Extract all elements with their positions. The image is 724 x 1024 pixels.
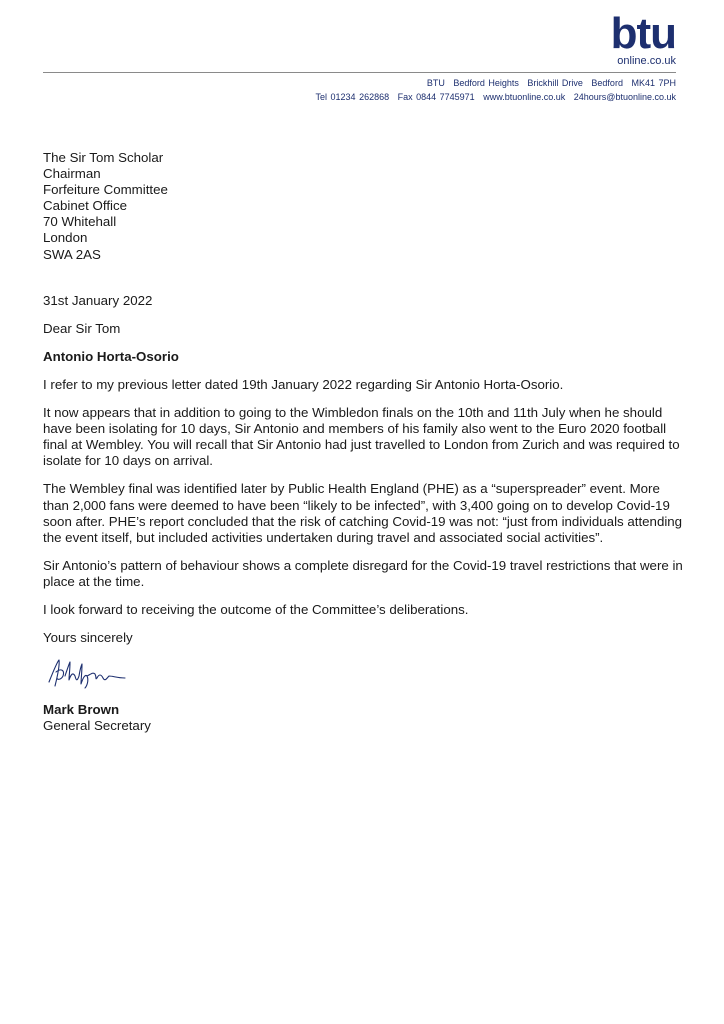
contact-email: 24hours@btuonline.co.uk [573,92,676,102]
logo-subtext: online.co.uk [617,55,676,67]
logo-word: btu [610,9,676,58]
letterhead [43,0,676,104]
recipient-name: The Sir Tom Scholar [43,150,164,165]
header-divider [43,72,676,73]
paragraph: I look forward to receiving the outcome of the Committee’s deliberations. [43,601,469,617]
contact-website: www.btuonline.co.uk [483,92,566,102]
signer-title: General Secretary [43,718,151,734]
recipient-postcode: SWA 2AS [43,246,101,262]
address-line [422,78,676,88]
salutation: Dear Sir Tom [43,320,121,336]
address-street: Brickhill Drive [527,78,583,88]
signoff: Yours sincerely [43,630,133,646]
recipient-street: 70 Whitehall [43,214,117,230]
recipient-committee: Forfeiture Committee [43,182,168,198]
recipient-address [43,150,683,263]
paragraph: I refer to my previous letter dated 19th January 2022 regarding Sir Antonio Horta-Osorio. [43,376,564,392]
btu-logo [610,9,676,67]
paragraph: It now appears that in addition to going to the Wimbledon finals on the 10th and 11th July when he should have been isolating for 10 days, Sir Antonio and members of his family also went to the Euro 2020 football final at Wembley. You will recall that Sir Antonio had just travelled to London from Zurich and was required to isolate for 10 days on arrival. [43,405,680,469]
address-building: Bedford Heights [453,78,519,88]
letter-paragraphs [43,377,683,618]
recipient-office: Cabinet Office [43,198,128,214]
paragraph: Sir Antonio’s pattern of behaviour shows a complete disregard for the Covid-19 travel restrictions that were in place at the time. [43,557,683,589]
address-postcode: MK41 7PH [631,78,676,88]
handwritten-signature [43,652,133,694]
contact-fax: Fax 0844 7745971 [397,92,475,102]
address-town: Bedford [591,78,623,88]
letter-date: 31st January 2022 [43,292,153,308]
contact-line [311,92,676,102]
paragraph: The Wembley final was identified later by Public Health England (PHE) as a “superspreader” event. More than 2,000 fans were deemed to have been “likely to be infected”, with 3,400 going on to develop Covid-19 soon after. PHE’s report concluded that the risk of catching Covid-19 was not: “just from individuals attending the event itself, but included activities undertaken during travel and associated social activities”. [43,481,683,545]
signer-name: Mark Brown [43,702,120,718]
subject-line: Antonio Horta-Osorio [43,348,179,364]
letter-body [43,150,683,734]
contact-tel: Tel 01234 262868 [315,92,390,102]
recipient-role: Chairman [43,166,101,182]
recipient-city: London [43,230,88,246]
address-org: BTU [426,78,445,88]
